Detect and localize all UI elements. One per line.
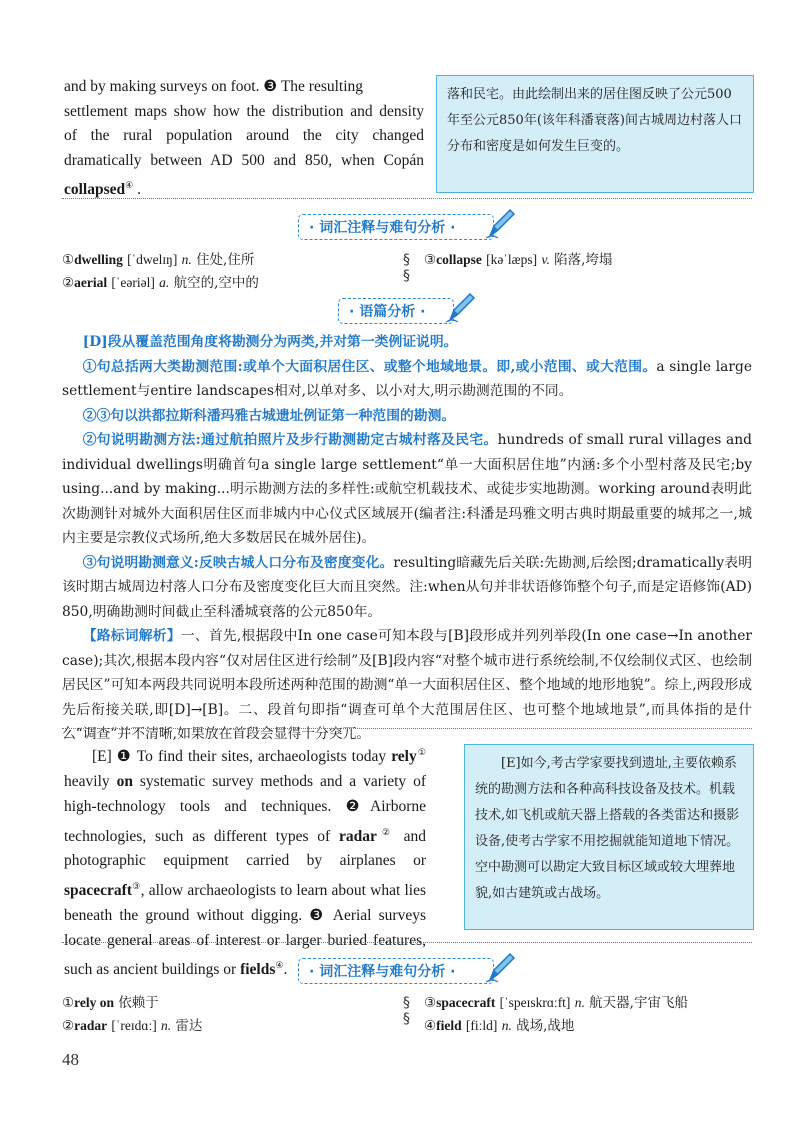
signpost-label: 【路标词解析】 bbox=[82, 628, 181, 644]
squiggle-divider: § § bbox=[403, 252, 410, 284]
vocab-banner: · 词汇注释与难句分析 · bbox=[298, 214, 494, 240]
vocab-item-aerial: ②aerial [ˈeəriəl] a. 航空的,空中的 bbox=[62, 275, 259, 291]
discourse-analysis: [D]段从覆盖范围角度将勘测分为两类,并对第一类例证说明。 ①句总括两大类勘测范围:或单个大面积居住区、或整个地域地景。即,或小范围、或大范围。a single large settlement与entire landscapes相对,以单对多、以小对大,明示勘测范围的不同。 ②③句以洪都拉斯科潘玛雅古城遗址例证第一种范围的勘测。 ②句说明勘测方法:通过航拍照片及步行勘测勘定古城村落及民宅。hundreds of small rural villages and individual dwellings明确首句a single large settlement“单一大面积居住地”内涵:多个小型村落及民宅;by using...and by making...明示勘测方法的多样性:或航空机载技术、或徒步实地勘测。working around表明此次勘测针对城外大面积居住区而非城内中心仪式区域展开(编者注:科潘是玛雅文明古典时期最重要的城邦之一,城内主要是宗教仪式场所,绝大多数居民在城外居住)。 ③句说明勘测意义:反映古城人口分布及密度变化。resulting暗藏先后关联:先勘测,后绘图;dramatically表明该时期古城周边村落人口分布及密度变化巨大而且突然。注:when从句并非状语修饰整个句子,而是定语修饰(AD) 850,明确勘测时间截止至科潘城衰落的公元850年。 【路标词解析】一、首先,根据段中In one case可知本段与[B]段形成并列列举段(In one case→In another case);其次,根据本段内容“仅对居住区进行绘制”及[B]段内容“对整个城市进行系统绘制,不仅绘制仪式区、也绘制居民区”可知本两段共同说明本段所述两种范围的勘测“单一大面积居住区、整个地域的地形地貌”。综上,两段形成先后衔接关联,即[D]→[B]。二、段首句即指“调查可单个大范围居住区、也可整个地域地景”,而具体指的是什么“调查”并不清晰,如果放在首段会显得十分突兀。 bbox=[62, 334, 752, 742]
page-number: 48 bbox=[62, 1050, 79, 1069]
vocab-banner: · 词汇注释与难句分析 · bbox=[298, 958, 494, 984]
section-e-chinese-translation: [E]如今,考古学家要找到遗址,主要依赖系统的勘测方法和各种高科技设备及技术。机载技术,如飞机或航天器上搭载的各类雷达和摄影设备,使考古学家不用挖掘就能知道地下情况。空中勘测可以勘定大致目标区域或较大埋葬地貌,如古建筑或古战场。 bbox=[464, 744, 754, 930]
vocab-item-rely-on: ①rely on 依赖于 bbox=[62, 995, 159, 1011]
vocab-item-collapse: ③collapse [kəˈlæps] v. 陷落,垮塌 bbox=[424, 252, 613, 268]
divider bbox=[62, 728, 752, 729]
vocab-item-dwelling: ①dwelling [ˈdwelɪŋ] n. 住处,住所 bbox=[62, 252, 255, 268]
pen-icon bbox=[484, 206, 518, 240]
pen-icon bbox=[444, 290, 478, 324]
squiggle-divider: § § bbox=[403, 995, 410, 1027]
divider bbox=[62, 198, 752, 199]
top-english-paragraph: and by making surveys on foot. ❸ The resulting settlement maps show how the distribution and density of the rural population around the city changed dramatically between AD 500 and 850, when Copán collapsed④ . bbox=[64, 77, 424, 199]
vocab-item-field: ④field [fiːld] n. 战场,战地 bbox=[424, 1018, 575, 1034]
vocab-item-spacecraft: ③spacecraft [ˈspeɪskrɑːft] n. 航天器,宇宙飞船 bbox=[424, 995, 688, 1011]
analysis-banner: · 语篇分析 · bbox=[338, 298, 454, 324]
pen-icon bbox=[484, 950, 518, 984]
divider bbox=[62, 942, 752, 943]
sentence-marker-3: ❸ bbox=[263, 77, 278, 95]
top-chinese-translation: 落和民宅。由此绘制出来的居住图反映了公元500年至公元850年(该年科潘衰落)间古城周边村落人口分布和密度是如何发生巨变的。 bbox=[436, 75, 754, 193]
keyword-collapsed: collapsed bbox=[64, 181, 126, 199]
section-e-english: [E] ❶ To find their sites, archaeologists today rely① heavily on systematic survey methods and a variety of high-technology tools and techniques. ❷Airborne technologies, such as different types of radar② and photographic equipment carried by airplanes or spacecraft③, allow archaeologists to learn about what lies beneath the ground without digging. ❸ Aerial surveys locate general areas of interest or larger buried features, such as ancient buildings or fields④. bbox=[64, 747, 426, 979]
vocab-item-radar: ②radar [ˈreɪdɑː] n. 雷达 bbox=[62, 1018, 203, 1034]
